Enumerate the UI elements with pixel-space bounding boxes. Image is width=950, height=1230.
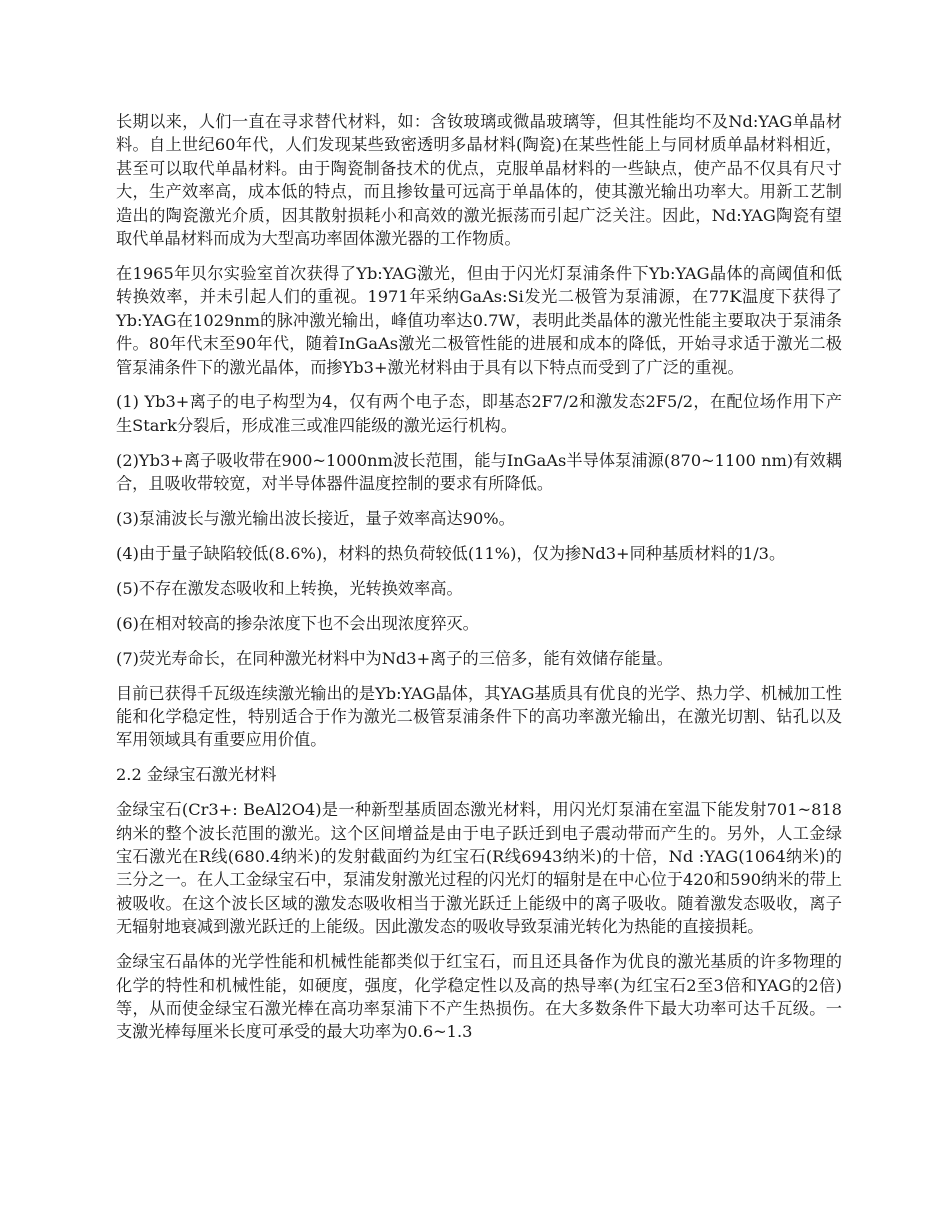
list-item-4: (4)由于量子缺陷较低(8.6%)，材料的热负荷较低(11%)，仅为掺Nd3+同种基质材料的1/3。	[116, 544, 786, 563]
paragraph-ybyag-summary: 目前已获得千瓦级连续激光输出的是Yb:YAG晶体，其YAG基质具有优良的光学、热力学、机械加工性能和化学稳定性，特别适合于作为激光二极管泵浦条件下的高功率激光输出，在激光切割、钻孔以及军用领域具有重要应用价值。	[116, 683, 842, 750]
list-item-1: (1) Yb3+离子的电子构型为4，仅有两个电子态，即基态2F7/2和激发态2F5/2，在配位场作用下产生Stark分裂后，形成准三或准四能级的激光运行机构。	[116, 392, 842, 435]
list-item-7: (7)荧光寿命长，在同种激光材料中为Nd3+离子的三倍多，能有效储存能量。	[116, 648, 673, 668]
paragraph-alexandrite-properties: 金绿宝石晶体的光学性能和机械性能都类似于红宝石，而且还具备作为优良的激光基质的许多物理的化学的特性和机械性能，如硬度，强度，化学稳定性以及高的热导率(为红宝石2至3倍和YAG的2倍)等，从而使金绿宝石激光棒在高功率泵浦下不产生热损伤。在大多数条件下最大功率可达千瓦级。一支激光棒每厘米长度可承受的最大功率为0.6~1.3	[116, 952, 842, 1042]
paragraph-ceramic-laser: 长期以来，人们一直在寻求替代材料，如：含钕玻璃或微晶玻璃等，但其性能均不及Nd:YAG单晶材料。自上世纪60年代，人们发现某些致密透明多晶材料(陶瓷)在某些性能上与同材质单晶材料相近，甚至可以取代单晶材料。由于陶瓷制备技术的优点，克服单晶材料的一些缺点，使产品不仅具有尺寸大，生产效率高，成本低的特点，而且掺钕量可远高于单晶体的，使其激光输出功率大。用新工艺制造出的陶瓷激光介质，因其散射损耗小和高效的激光振荡而引起广泛关注。因此，Nd:YAG陶瓷有望取代单晶材料而成为大型高功率固体激光器的工作物质。	[116, 112, 842, 249]
list-item-3: (3)泵浦波长与激光输出波长接近，量子效率高达90%。	[116, 509, 515, 529]
document-body	[116, 110, 842, 1055]
list-item-6: (6)在相对较高的掺杂浓度下也不会出现浓度猝灭。	[116, 613, 479, 633]
paragraph-ybyag-history: 在1965年贝尔实验室首次获得了Yb:YAG激光，但由于闪光灯泵浦条件下Yb:YAG晶体的高阈值和低转换效率，并未引起人们的重视。1971年采纳GaAs:Si发光二极管为泵浦源，在77K温度下获得了Yb:YAG在1029nm的脉冲激光输出，峰值功率达0.7W，表明此类晶体的激光性能主要取决于泵浦条件。80年代末至90年代，随着InGaAs激光二极管性能的进展和成本的降低，开始寻求适于激光二极管泵浦条件下的激光晶体，而掺Yb3+激光材料由于具有以下特点而受到了广泛的重视。	[116, 263, 842, 377]
list-item-5: (5)不存在激发态吸收和上转换，光转换效率高。	[116, 578, 463, 598]
section-heading: 2.2 金绿宝石激光材料	[116, 765, 277, 785]
paragraph-alexandrite-intro: 金绿宝石(Cr3+: BeAl2O4)是一种新型基质固态激光材料，用闪光灯泵浦在室温下能发射701~818纳米的整个波长范围的激光。这个区间增益是由于电子跃迁到电子震动带而产生的。另外，人工金绿宝石激光在R线(680.4纳米)的发射截面约为红宝石(R线6943纳米)的十倍，Nd :YAG(1064纳米)的三分之一。在人工金绿宝石中，泵浦发射激光过程的闪光灯的辐射是在中心位于420和590纳米的带上被吸收。在这个波长区域的激发态吸收相当于激光跃迁上能级中的离子吸收。随着激发态吸收，离子无辐射地衰减到激光跃迁的上能级。因此激发态的吸收导致泵浦光转化为热能的直接损耗。	[116, 800, 842, 937]
list-item-2: (2)Yb3+离子吸收带在900~1000nm波长范围，能与InGaAs半导体泵浦源(870~1100 nm)有效耦合，且吸收带较宽，对半导体器件温度控制的要求有所降低。	[116, 450, 842, 494]
